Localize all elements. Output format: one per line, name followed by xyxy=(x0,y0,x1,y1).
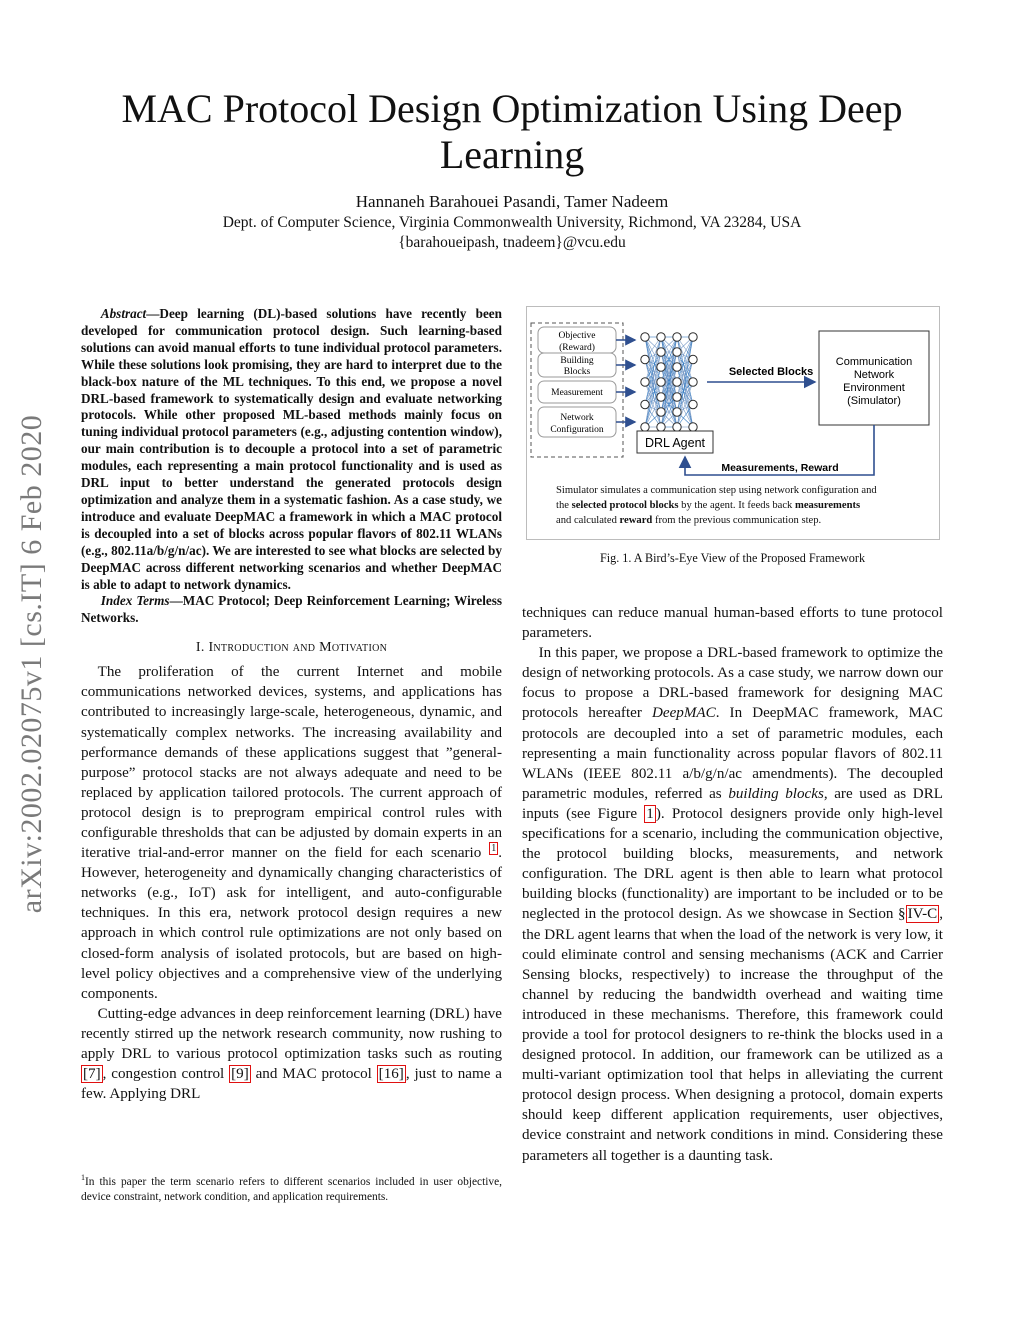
nn-node xyxy=(641,333,649,341)
nn-node xyxy=(689,378,697,386)
nn-node xyxy=(657,423,665,431)
footnote-text: In this paper the term scenario refers to different scenarios included in user objective, device constraint, network condition, and application requirements. xyxy=(81,1175,502,1203)
nn-node xyxy=(673,423,681,431)
intro-p2-text-d: , just to name a few. Applying DRL xyxy=(81,1066,502,1103)
citation-link-9[interactable]: [9] xyxy=(231,1066,249,1083)
input-measurement-label: Measurement xyxy=(551,388,603,398)
nn-node xyxy=(641,423,649,431)
desc-3a: and calculated xyxy=(556,515,620,526)
figure-description-line-3 xyxy=(556,513,926,528)
nn-node xyxy=(689,333,697,341)
citation-link-7[interactable]: [7] xyxy=(83,1066,101,1083)
building-blocks-term: building blocks xyxy=(728,785,824,802)
right-paragraph-2 xyxy=(522,643,943,1165)
input-objective-label: Objective xyxy=(558,331,596,341)
nn-node xyxy=(657,408,665,416)
environment-line-2: Network xyxy=(853,369,895,381)
desc-2a: the xyxy=(556,500,572,511)
intro-paragraph-1 xyxy=(81,662,502,1004)
figure-1 xyxy=(526,306,940,540)
index-terms-text: —MAC Protocol; Deep Reinforcement Learning; Wireless Networks. xyxy=(81,593,502,626)
desc-2c: by the agent. It feeds back xyxy=(678,500,795,511)
abstract xyxy=(81,306,502,593)
input-building-label: Building xyxy=(560,356,594,366)
intro-p2-text-a: Cutting-edge advances in deep reinforcement learning (DRL) have recently stirred up the network research community, now rushing to apply DRL to various protocol optimization tasks such as routing xyxy=(81,1005,502,1062)
nn-node xyxy=(657,363,665,371)
input-reward-label: (Reward) xyxy=(559,343,595,353)
right-p2-text-e: , the DRL agent learns that when the load of the network is very low, it could eliminate control and sensing mechanisms (ACK and Carrier Sensing blocks, respectively) to increase the throughput of the channel by reducing the bandwidth overhead and waiting time introduced in these mechanisms. Therefore, this framework could provide a tool for protocol designers to re-think the blocks used in a designed protocol. In addition, our framework can be utilized as a multi-variant optimization tool that helps in alleviating the current protocol design process. When designing a protocol, domain experts should keep different application requirements, user objectives, device constraint and network conditions in mind. Considering these parameters all together is a daunting task. xyxy=(522,906,943,1164)
input-arrows xyxy=(616,340,635,422)
nn-node xyxy=(657,393,665,401)
intro-paragraph-2 xyxy=(81,1004,502,1104)
index-terms xyxy=(81,593,502,627)
figure-caption: Fig. 1. A Bird’s-Eye View of the Proposed Framework xyxy=(599,551,866,565)
neural-network-edges xyxy=(645,337,693,427)
left-column xyxy=(81,306,502,1104)
right-p2-text-b: . In DeepMAC framework, MAC protocols are decoupled into a set of parametric modules, each representing a main functionality across popular flavors of 802.11 WLANs (IEEE 802.11 a/b/g/n/ac amendments). The decoupled parametric modules, referred as xyxy=(522,705,943,802)
affiliation: Dept. of Computer Science, Virginia Commonwealth University, Richmond, VA 23284, USA xyxy=(222,214,802,231)
right-column xyxy=(522,603,943,1166)
arxiv-identifier-text: arXiv:2002.02075v1 [cs.IT] 6 Feb 2020 xyxy=(15,414,48,914)
selected-blocks-label: Selected Blocks xyxy=(728,366,814,378)
desc-2b: selected protocol blocks xyxy=(571,500,679,511)
paper-title: MAC Protocol Design Optimization Using Deep Learning xyxy=(121,86,903,177)
abstract-label: Abstract xyxy=(100,306,147,321)
footnote-link[interactable]: 1 xyxy=(491,843,497,855)
deepmac-term: DeepMAC xyxy=(651,705,716,722)
author-emails: {barahoueipash, tnadeem}@vcu.edu xyxy=(398,234,626,251)
nn-node xyxy=(641,355,649,363)
abstract-text: —Deep learning (DL)-based solutions have recently been developed for communication protocol design. Such learning-based solutions can avoid manual efforts to tune individual protocol parameters. While these solutions look promising, they are hard to interpret due to the black-box nature of the ML techniques. To this end, we propose a novel DRL-based framework to systematically design and evaluate networking protocols. While other proposed ML-based methods mainly focus on tuning individual protocol parameters (e.g., adjusting contention window), our main contribution is to decouple a protocol into a set of parametric modules, each representing a main protocol functionality and is used as DRL input to better understand the generated protocols design optimization and analyze them in a systematic fashion. As a case study, we introduce and evaluate DeepMAC a framework in which a MAC protocol is decoupled into a set of blocks across popular flavors of 802.11 WLANs (e.g., 802.11a/b/g/n/ac). We are interested to see what blocks are selected by DeepMAC across different networking scenarios and whether DeepMAC is able to adapt to network dynamics. xyxy=(81,306,502,592)
right-p2-text-a: In this paper, we propose a DRL-based framework to optimize the design of networking protocols. As a case study, we narrow down our focus to propose a DRL-based framework for designing MAC protocols hereafter xyxy=(522,645,943,722)
nn-node xyxy=(657,333,665,341)
right-p2-text-c: , are used as DRL inputs (see Figure xyxy=(522,785,943,822)
nn-node xyxy=(673,348,681,356)
footnote-mark: 1 xyxy=(81,1173,85,1182)
desc-3c: from the previous communication step. xyxy=(652,515,822,526)
nn-node xyxy=(689,400,697,408)
environment-line-1: Communication xyxy=(835,356,913,368)
intro-p2-text-c: and MAC protocol xyxy=(250,1066,377,1083)
environment-line-3: Environment xyxy=(843,382,905,394)
intro-p1-text-b: . However, heterogeneity and dynamically changing characteristics of networks (e.g., IoT) ask for intelligent, and auto-configurable techniques. In this era, network protocol design requires a new approach in which control rule optimizations are not only based on closed-form analysis of isolated protocols, but are based on high-level policy objectives and a comprehensive view of the underlying components. xyxy=(81,845,503,1002)
input-network-label: Network xyxy=(560,413,594,423)
desc-2d: measurements xyxy=(795,500,861,511)
section-link-iv-c[interactable]: IV-C xyxy=(907,906,938,923)
drl-agent-label: DRL Agent xyxy=(645,436,705,450)
right-p2-text-d: ). Protocol designers provide only high-level specifications for a scenario, including the communication objective, the protocol building blocks, measurements, and network configuration. The DRL agent is then able to learn what protocol building blocks (functionality) are important to be included or to be neglected in the protocol design. As we showcase in Section § xyxy=(522,805,943,923)
author-list: Hannaneh Barahouei Pasandi, Tamer Nadeem xyxy=(355,192,669,211)
intro-p1-text-a: The proliferation of the current Internet and mobile communications networked devices, systems, and applications has contributed to increasingly large-scale, heterogeneous, dynamic, and systematically complex networks. The increasing availability and performance demands of these applications suggest that ”general-purpose” protocol stacks are not always adequate and need to be replaced by application tailored protocols. The current approach of protocol design is to preprogram empirical control rules with configurable thresholds that can be adjusted by domain experts in an iterative trial-and-error manner on the field for each scenario xyxy=(81,664,502,862)
nn-node xyxy=(657,348,665,356)
nn-node xyxy=(689,423,697,431)
section-heading xyxy=(81,640,502,656)
input-configuration-label: Configuration xyxy=(550,425,604,435)
nn-node xyxy=(641,400,649,408)
section-title: Introduction and Motivation xyxy=(208,640,388,656)
figure-link-1[interactable]: 1 xyxy=(646,805,654,822)
figure-description-line-1: Simulator simulates a communication step using network configuration and xyxy=(556,485,877,496)
nn-node xyxy=(673,393,681,401)
nn-node xyxy=(673,408,681,416)
nn-node xyxy=(641,378,649,386)
nn-node xyxy=(673,378,681,386)
intro-p2-text-b: , congestion control xyxy=(102,1066,230,1083)
feedback-label: Measurements, Reward xyxy=(721,462,839,474)
desc-3b: reward xyxy=(619,515,653,526)
nn-node xyxy=(657,378,665,386)
right-paragraph-1: techniques can reduce manual human-based efforts to tune protocol parameters. xyxy=(522,605,943,642)
footnote xyxy=(81,1171,502,1204)
citation-link-16[interactable]: [16] xyxy=(378,1066,404,1083)
figure-description-line-2 xyxy=(556,498,926,513)
nn-node xyxy=(673,333,681,341)
nn-node xyxy=(673,363,681,371)
arxiv-identifier xyxy=(2,378,62,950)
input-blocks-label: Blocks xyxy=(563,367,591,377)
index-terms-label: Index Terms xyxy=(100,593,170,609)
nn-node xyxy=(689,355,697,363)
section-number: I. xyxy=(195,640,205,656)
environment-line-4: (Simulator) xyxy=(847,395,901,407)
